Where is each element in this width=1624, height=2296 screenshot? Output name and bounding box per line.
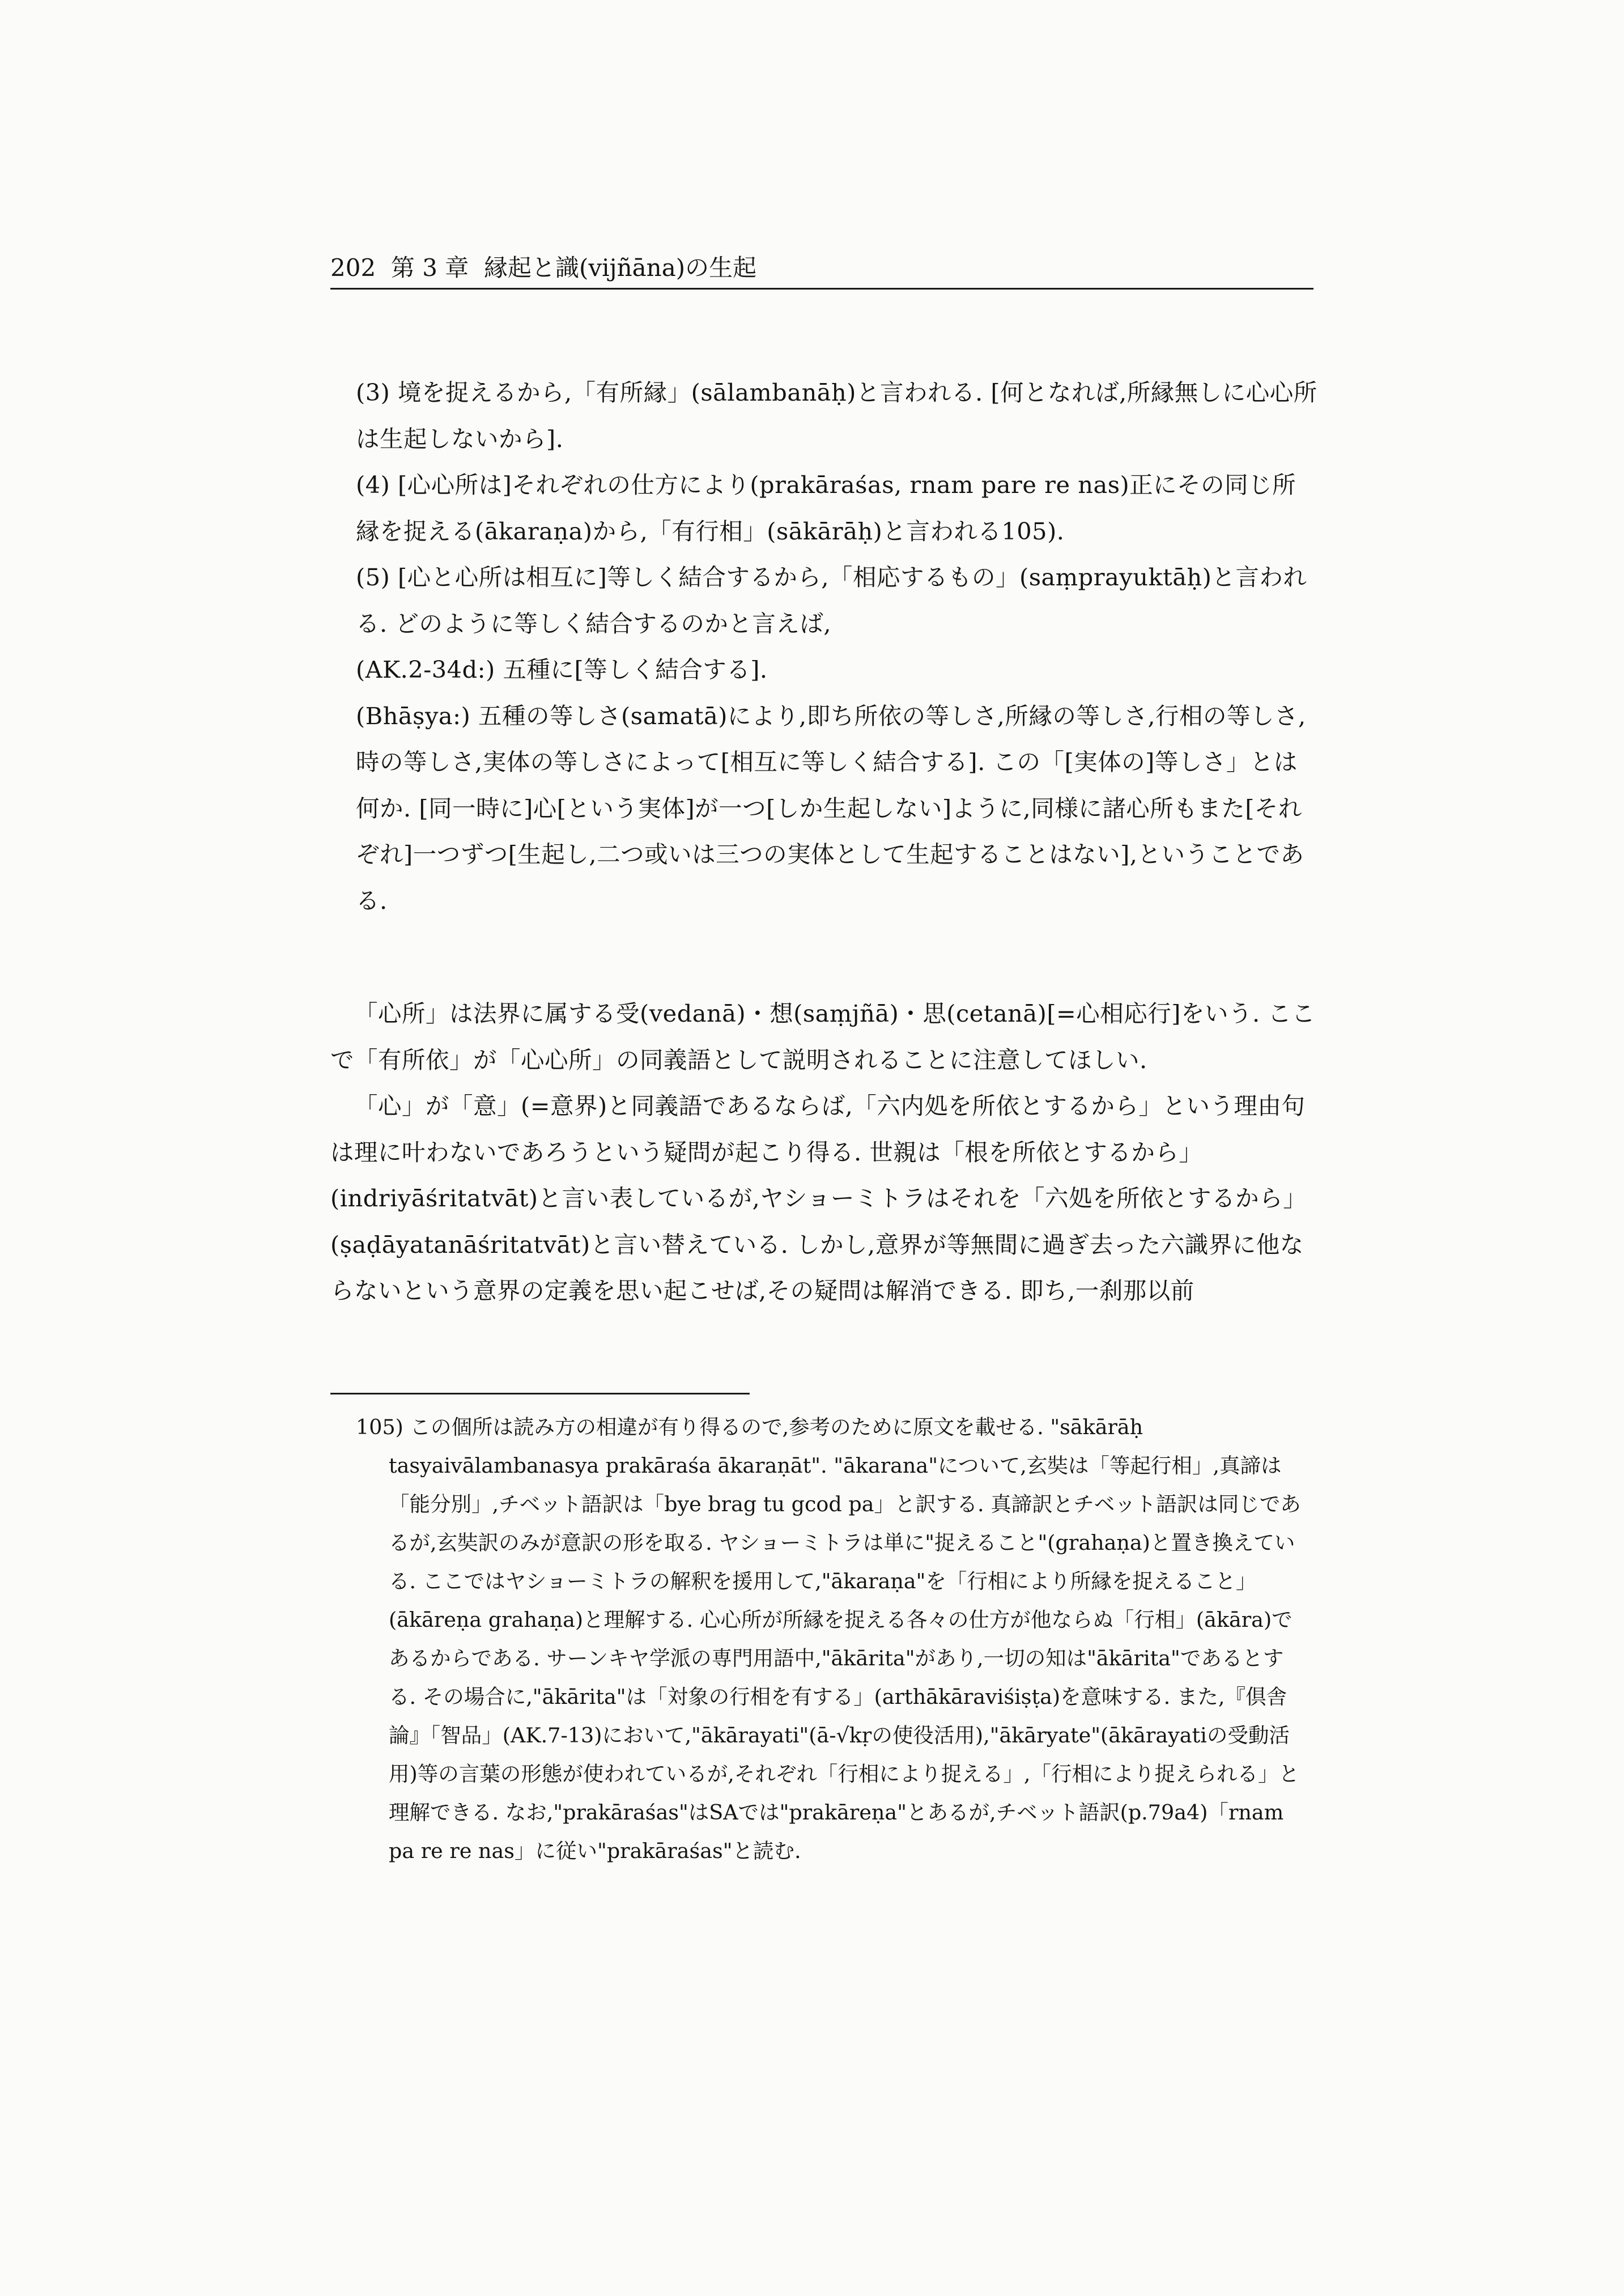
- footnote-105: [356, 1408, 1308, 1870]
- quote-item-3: (3) 境を捉えるから,「有所縁」(sālambanāḥ)と言われる. [何となれば,所縁無しに心心所は生起しないから].: [356, 379, 1317, 453]
- quote-block: [356, 369, 1319, 924]
- quote-item-4: (4) [心心所は]それぞれの仕方により(prakāraśas, rnam pare re nas)正にその同じ所縁を捉える(ākaraṇa)から,「有行相」(sākārāḥ)と言われる105).: [356, 471, 1296, 545]
- chapter-title: 縁起と識(vijñāna)の生起: [484, 254, 757, 282]
- footnote-text: 105) この個所は読み方の相違が有り得るので,参考のために原文を載せる. "sākārāḥ tasyaivālambanasya prakāraśa ākaraṇāt". "ākarana"について,玄奘は「等起行相」,真諦は「能分別」,チベット語訳は「bye brag tu gcod pa」と訳する. 真諦訳とチベット語訳は同じであるが,玄奘訳のみが意訳の形を取る. ヤショーミトラは単に"捉えること"(grahaṇa)と置き換えている. ここではヤショーミトラの解釈を援用して,"ākaraṇa"を「行相により所縁を捉えること」(ākāreṇa grahaṇa)と理解する. 心心所が所縁を捉える各々の仕方が他ならぬ「行相」(ākāra)であるからである. サーンキヤ学派の専門用語中,"ākārita"があり,一切の知は"ākārita"であるとする. その場合に,"ākārita"は「対象の行相を有する」(arthākāraviśiṣṭa)を意味する. また,『倶舎論』「智品」(AK.7-13)において,"ākārayati"(ā-√kṛの使役活用),"ākāryate"(ākārayatiの受動活用)等の言葉の形態が使われているが,それぞれ「行相により捉える」,「行相により捉えられる」と理解できる. なお,"prakāraśas"はSAでは"prakāreṇa"とあるが,チベット語訳(p.79a4)「rnam pa re re nas」に従い"prakāraśas"と読む.: [356, 1415, 1301, 1863]
- chapter-label: 第 3 章: [390, 254, 469, 282]
- quote-item-5: (5) [心と心所は相互に]等しく結合するから,「相応するもの」(saṃprayuktāḥ)と言われる. どのように等しく結合するのかと言えば,: [356, 563, 1307, 637]
- body-paragraph: 「心」が「意」(=意界)と同義語であるならば,「六内処を所依とするから」という理由句は理に叶わないであろうという疑問が起こり得る. 世親は「根を所依とするから」(indriyāśritatvāt)と言い表しているが,ヤショーミトラはそれを「六処を所依とするから」(ṣaḍāyatanāśritatvāt)と言い替えている. しかし,意界が等無間に過ぎ去った六識界に他ならないという意界の定義を思い起こせば,その疑問は解消できる. 即ち,一刹那以前: [330, 1092, 1307, 1304]
- quote-verse: (AK.2-34d:) 五種に[等しく結合する].: [356, 656, 768, 683]
- footnote-divider: [330, 1393, 750, 1394]
- page-number: 202: [330, 254, 376, 282]
- quote-bhasya: (Bhāṣya:) 五種の等しさ(samatā)により,即ち所依の等しさ,所縁の等しさ,行相の等しさ,時の等しさ,実体の等しさによって[相互に等しく結合する]. この「[実体の]等しさ」とは何か. [同一時に]心[という実体]が一つ[しか生起しない]ように,同様に諸心所もまた[それぞれ]一つずつ[生起し,二つ或いは三つの実体として生起することはない],ということである.: [356, 701, 1306, 915]
- main-text: [330, 990, 1319, 1314]
- page-header: [330, 250, 1313, 290]
- body-paragraph: 「心所」は法界に属する受(vedanā)・想(saṃjñā)・思(cetanā)[=心相応行]をいう. ここで「有所依」が「心心所」の同義語として説明されることに注意してほしい.: [330, 1000, 1316, 1074]
